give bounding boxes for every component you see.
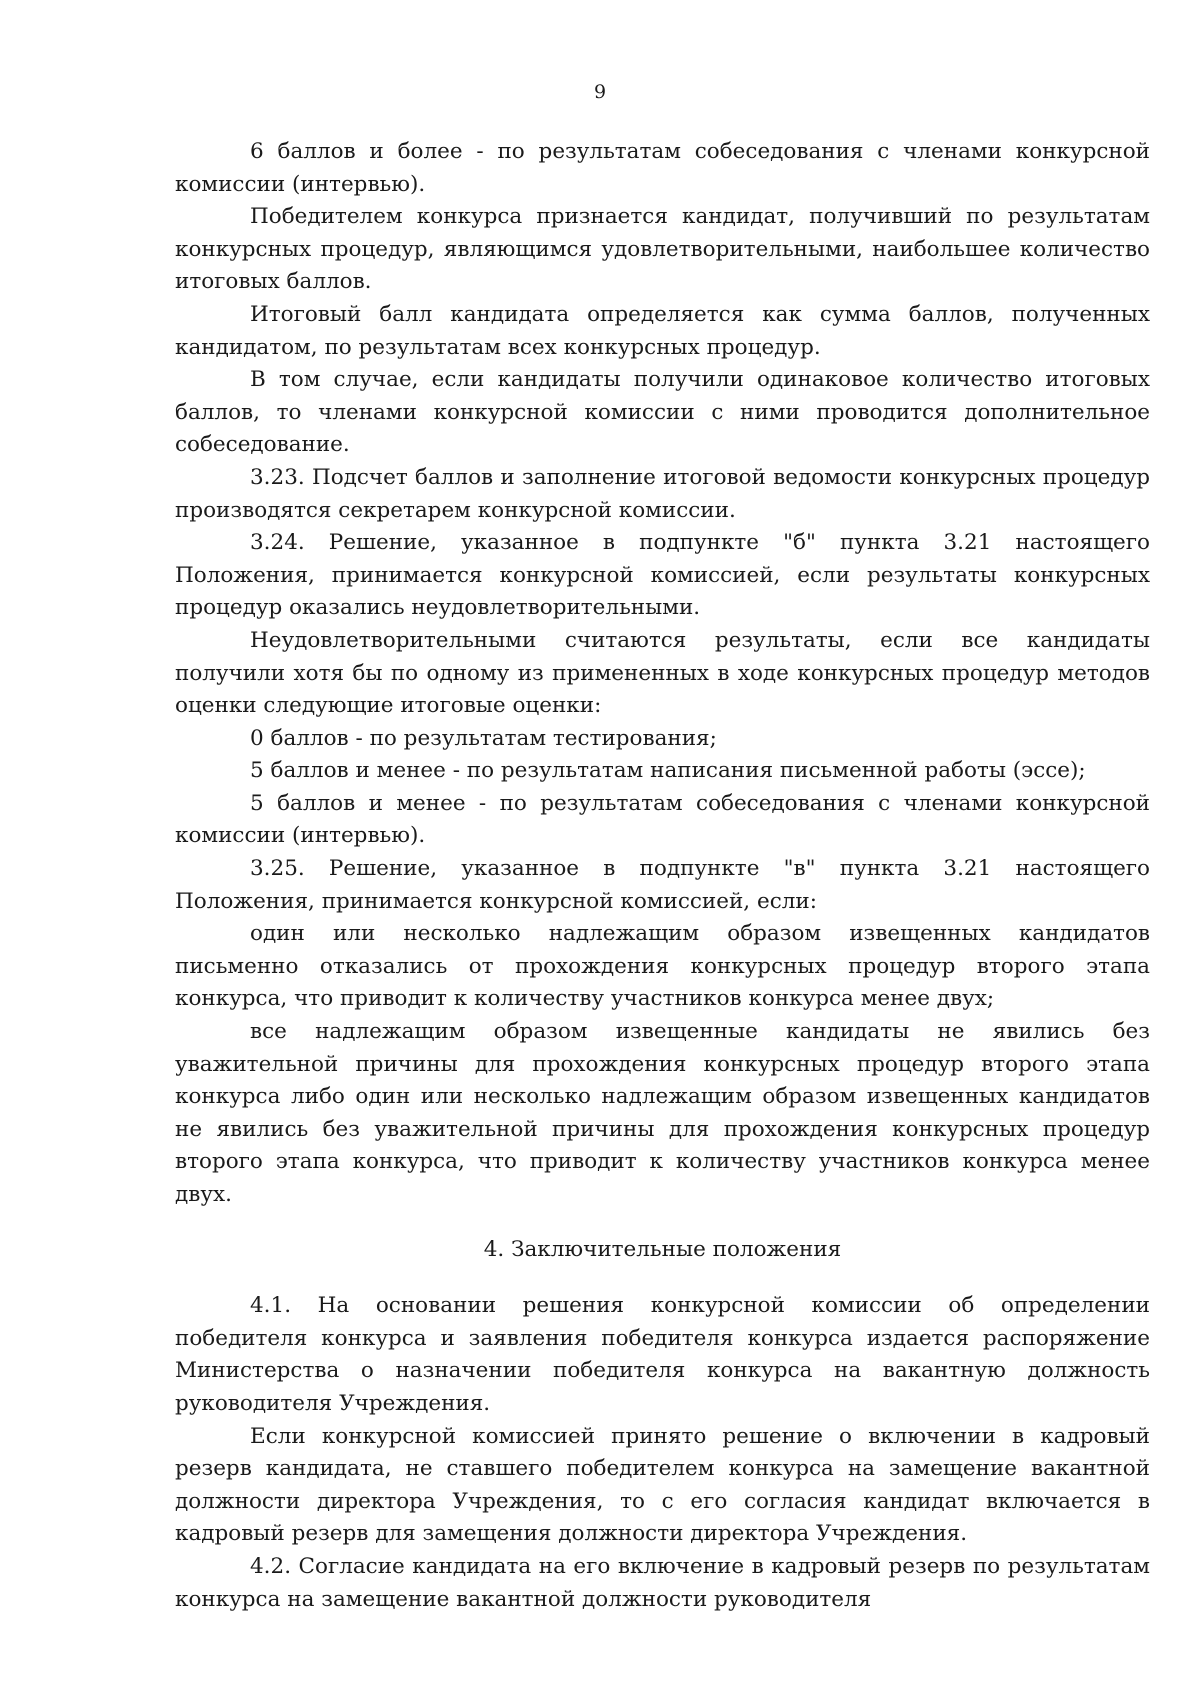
paragraph: 4.1. На основании решения конкурсной комиссии об определении победителя конкурса и заявления победителя конкурса издается распоряжение Министерства о назначении победителя конкурса на вакантную должность руководителя Учреждения. (175, 1293, 1150, 1416)
paragraph: Итоговый балл кандидата определяется как сумма баллов, полученных кандидатом, по результатам всех конкурсных процедур. (175, 301, 1150, 360)
paragraph: все надлежащим образом извещенные кандидаты не явились без уважительной причины для прохождения конкурсных процедур второго этапа конкурса либо один или несколько надлежащим образом извещенных кандидатов не явились без уважительной причины для прохождения конкурсных процедур второго этапа конкурса, что приводит к количеству участников конкурса менее двух. (175, 1019, 1150, 1207)
paragraph: 3.24. Решение, указанное в подпункте "б" пункта 3.21 настоящего Положения, принимается конкурсной комиссией, если результаты конкурсных процедур оказались неудовлетворительными. (175, 530, 1150, 621)
list-item: 5 баллов и менее - по результатам собеседования с членами конкурсной комиссии (интервью). (175, 790, 1150, 849)
paragraph: 3.23. Подсчет баллов и заполнение итоговой ведомости конкурсных процедур производятся секретарем конкурсной комиссии. (175, 464, 1150, 523)
paragraph: В том случае, если кандидаты получили одинаковое количество итоговых баллов, то членами конкурсной комиссии с ними проводится дополнительное собеседование. (175, 367, 1150, 458)
paragraph: один или несколько надлежащим образом извещенных кандидатов письменно отказались от прохождения конкурсных процедур второго этапа конкурса, что приводит к количеству участников конкурса менее двух; (175, 921, 1150, 1012)
paragraph: 6 баллов и более - по результатам собеседования с членами конкурсной комиссии (интервью). (175, 139, 1150, 197)
document-body (175, 136, 1150, 1616)
section-heading: 4. Заключительные положения (483, 1236, 842, 1262)
list-item: 5 баллов и менее - по результатам написания письменной работы (эссе); (250, 758, 1086, 784)
paragraph: 3.25. Решение, указанное в подпункте "в" пункта 3.21 настоящего Положения, принимается конкурсной комиссией, если: (175, 856, 1150, 914)
page-number: 9 (593, 81, 607, 103)
list-item: 0 баллов - по результатам тестирования; (250, 725, 717, 751)
paragraph: 4.2. Согласие кандидата на его включение в кадровый резерв по результатам конкурса на замещение вакантной должности руководителя (175, 1553, 1150, 1612)
paragraph: Неудовлетворительными считаются результаты, если все кандидаты получили хотя бы по одному из примененных в ходе конкурсных процедур методов оценки следующие итоговые оценки: (175, 627, 1150, 719)
paragraph: Победителем конкурса признается кандидат, получивший по результатам конкурсных процедур, являющимся удовлетворительными, наибольшее количество итоговых баллов. (175, 204, 1150, 295)
paragraph: Если конкурсной комиссией принято решение о включении в кадровый резерв кандидата, не ставшего победителем конкурса на замещение вакантной должности директора Учреждения, то с его согласия кандидат включается в кадровый резерв для замещения должности директора Учреждения. (175, 1423, 1150, 1547)
